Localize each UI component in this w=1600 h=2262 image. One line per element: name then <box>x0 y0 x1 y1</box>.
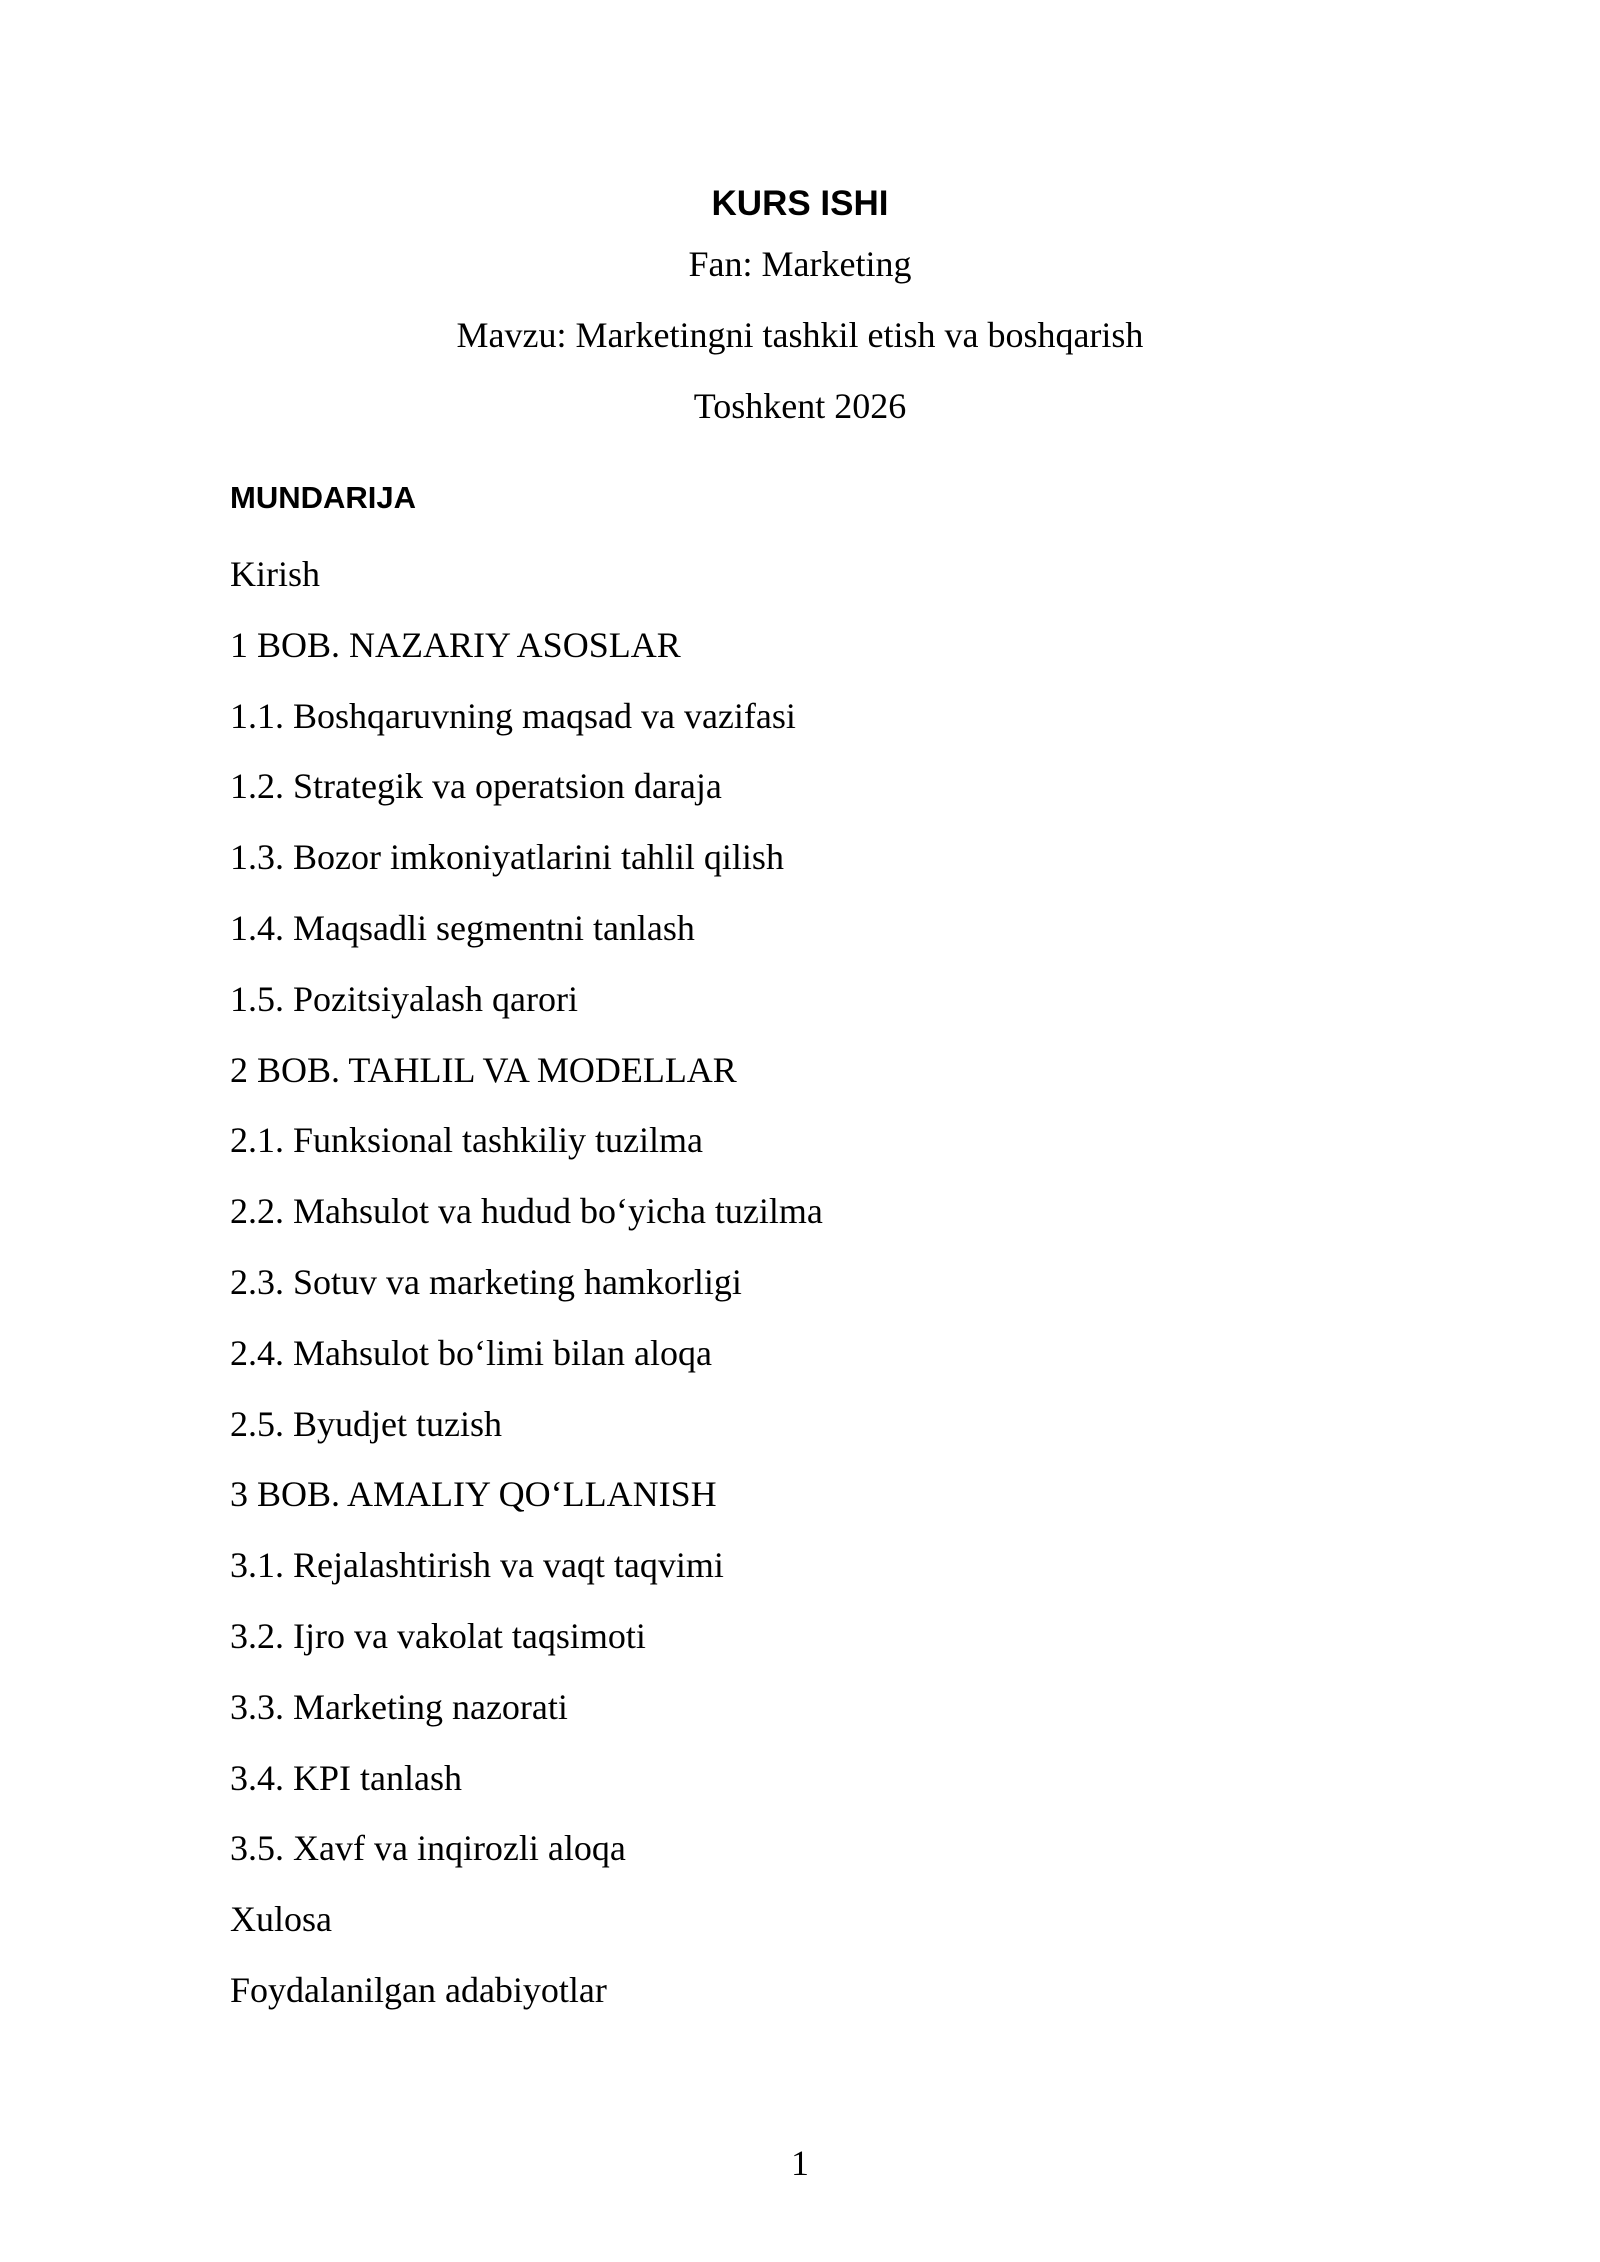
toc-item-2-1: 2.1. Funksional tashkiliy tuzilma <box>230 1120 703 1161</box>
document-title: KURS ISHI <box>711 184 889 223</box>
toc-item-introduction: Kirish <box>230 554 320 594</box>
toc-item-1-5: 1.5. Pozitsiyalash qarori <box>230 978 578 1019</box>
page-number: 1 <box>791 2143 809 2183</box>
toc-item-2-3: 2.3. Sotuv va marketing hamkorligi <box>230 1261 742 1302</box>
toc-chapter-3: 3 BOB. AMALIY QO‘LLANISH <box>230 1474 717 1515</box>
toc-item-1-4: 1.4. Maqsadli segmentni tanlash <box>230 907 695 948</box>
toc-item-3-3: 3.3. Marketing nazorati <box>230 1686 568 1727</box>
toc-item-1-2: 1.2. Strategik va operatsion daraja <box>230 766 722 807</box>
table-of-contents <box>230 548 823 2035</box>
toc-item-2-2: 2.2. Mahsulot va hudud bo‘yicha tuzilma <box>230 1191 823 1232</box>
toc-item-3-1: 3.1. Rejalashtirish va vaqt taqvimi <box>230 1545 724 1586</box>
toc-item-3-2: 3.2. Ijro va vakolat taqsimoti <box>230 1615 646 1656</box>
toc-chapter-2: 2 BOB. TAHLIL VA MODELLAR <box>230 1049 737 1090</box>
toc-item-references: Foydalanilgan adabiyotlar <box>230 1969 607 2010</box>
toc-chapter-1: 1 BOB. NAZARIY ASOSLAR <box>230 624 681 665</box>
toc-heading: MUNDARIJA <box>230 480 416 515</box>
toc-item-1-1: 1.1. Boshqaruvning maqsad va vazifasi <box>230 695 796 736</box>
toc-item-2-5: 2.5. Byudjet tuzish <box>230 1403 502 1444</box>
toc-item-3-4: 3.4. KPI tanlash <box>230 1757 462 1798</box>
toc-item-1-3: 1.3. Bozor imkoniyatlarini tahlil qilish <box>230 837 784 878</box>
place-year-line: Toshkent 2026 <box>693 386 907 426</box>
toc-item-2-4: 2.4. Mahsulot bo‘limi bilan aloqa <box>230 1332 712 1373</box>
toc-item-conclusion: Xulosa <box>230 1899 332 1940</box>
toc-item-3-5: 3.5. Xavf va inqirozli aloqa <box>230 1828 626 1869</box>
topic-line: Mavzu: Marketingni tashkil etish va boshqarish <box>456 315 1144 355</box>
subject-line: Fan: Marketing <box>688 244 912 284</box>
